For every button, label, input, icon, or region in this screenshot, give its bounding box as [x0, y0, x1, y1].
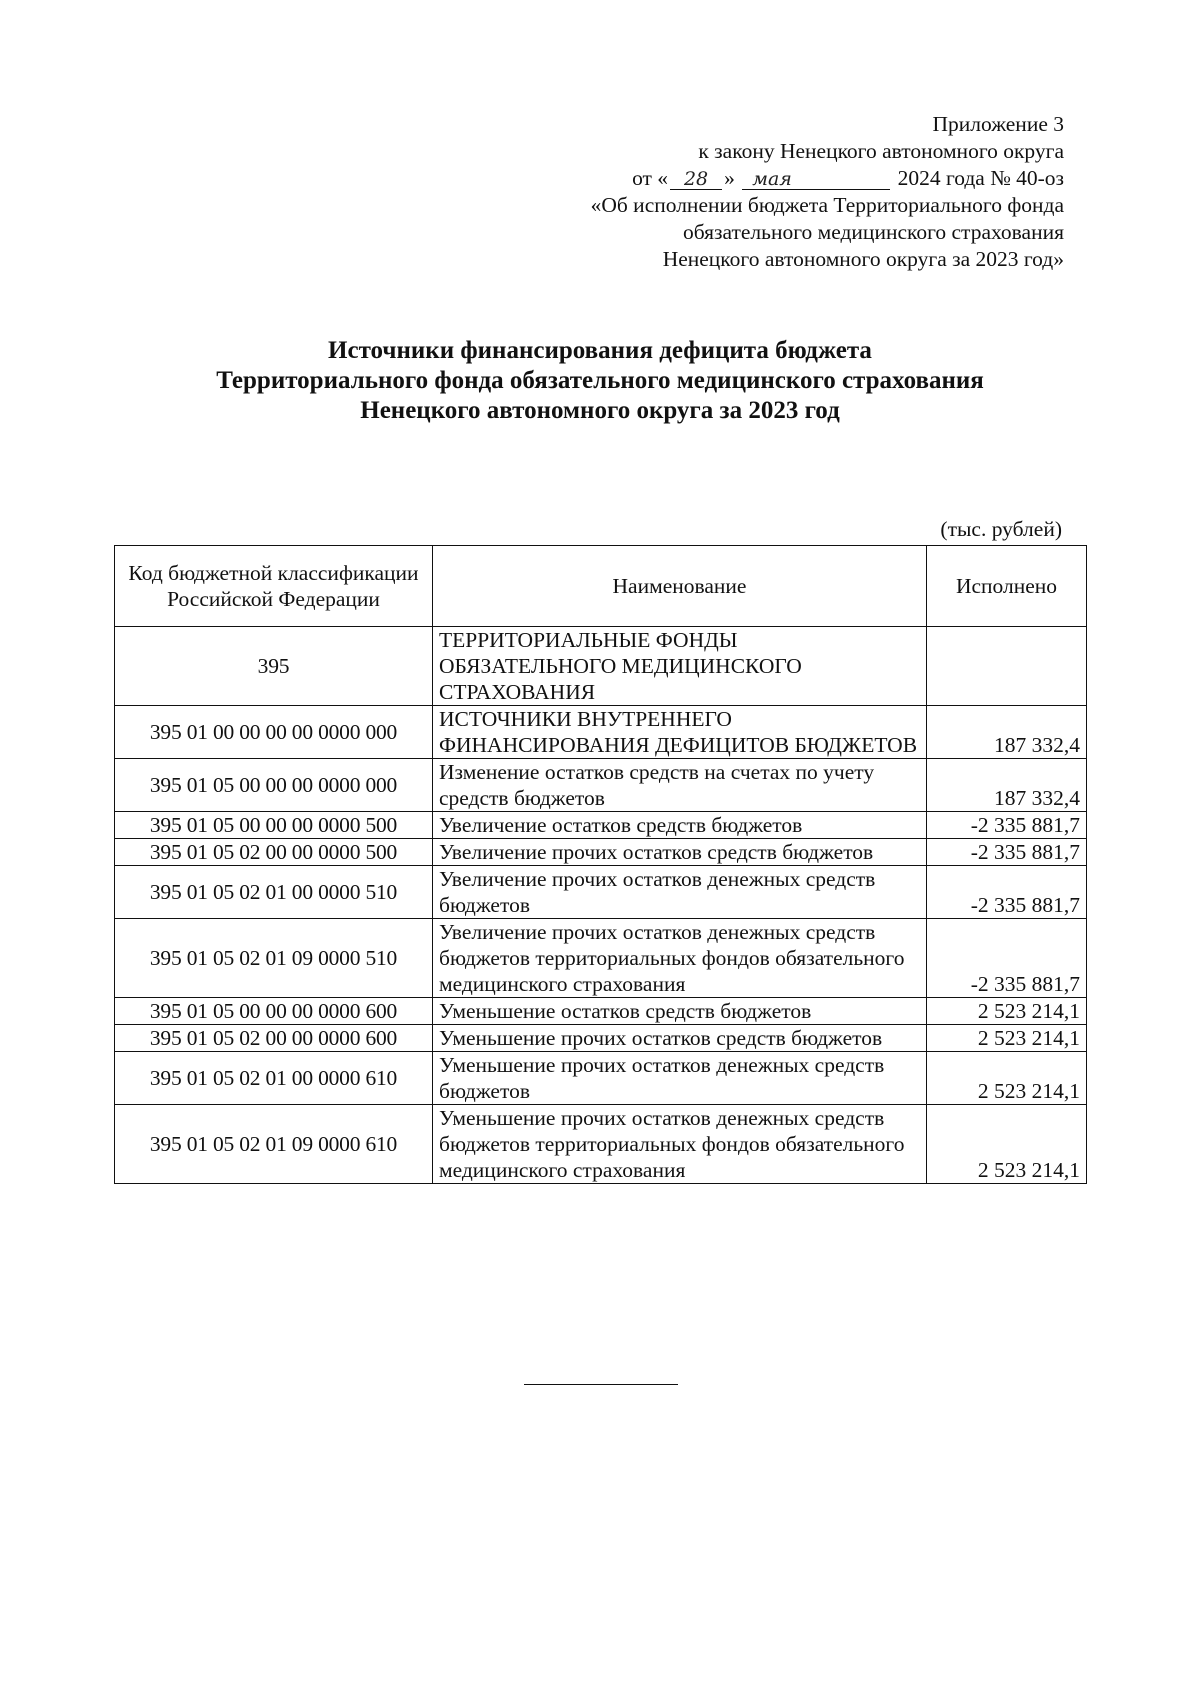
appendix-subject-line-3: Ненецкого автономного округа за 2023 год» [662, 247, 1064, 271]
row-code: 395 01 05 02 01 09 0000 510 [115, 919, 433, 998]
header-amount: Исполнено [927, 546, 1087, 627]
row-amount: 187 332,4 [927, 759, 1087, 812]
document-title [0, 336, 1200, 426]
table-row [115, 998, 1087, 1025]
row-code: 395 01 05 02 01 00 0000 510 [115, 866, 433, 919]
table-row [115, 919, 1087, 998]
row-amount: 2 523 214,1 [927, 1025, 1087, 1052]
row-name: Увеличение остатков средств бюджетов [433, 812, 927, 839]
table-row [115, 866, 1087, 919]
row-amount: 2 523 214,1 [927, 1105, 1087, 1184]
row-name: ТЕРРИТОРИАЛЬНЫЕ ФОНДЫ ОБЯЗАТЕЛЬНОГО МЕДИЦИНСКОГО СТРАХОВАНИЯ [433, 627, 927, 706]
handwritten-month: мая [742, 169, 890, 190]
row-amount: -2 335 881,7 [927, 812, 1087, 839]
appendix-subject-line-1: «Об исполнении бюджета Территориального фонда [590, 193, 1064, 217]
row-code: 395 01 05 02 00 00 0000 600 [115, 1025, 433, 1052]
title-line-1: Источники финансирования дефицита бюджета [328, 337, 872, 364]
row-code: 395 01 05 02 01 00 0000 610 [115, 1052, 433, 1105]
appendix-number: Приложение 3 [932, 112, 1064, 136]
table-row [115, 1105, 1087, 1184]
appendix-subject-line-2: обязательного медицинского страхования [682, 220, 1064, 244]
row-name: Уменьшение прочих остатков денежных средств бюджетов территориальных фондов обязательного медицинского страхования [433, 1105, 927, 1184]
table-row [115, 627, 1087, 706]
row-code: 395 01 05 00 00 00 0000 600 [115, 998, 433, 1025]
table-row [115, 706, 1087, 759]
row-name: Изменение остатков средств на счетах по учету средств бюджетов [433, 759, 927, 812]
date-prefix: от « [632, 166, 669, 190]
table-header-row [115, 546, 1087, 627]
row-amount: 187 332,4 [927, 706, 1087, 759]
unit-label: (тыс. рублей) [940, 517, 1062, 541]
date-suffix: 2024 года № 40-оз [897, 166, 1064, 190]
date-mid: » [724, 166, 735, 190]
table-row [115, 759, 1087, 812]
closing-divider [524, 1384, 678, 1385]
row-amount: -2 335 881,7 [927, 866, 1087, 919]
table-row [115, 1052, 1087, 1105]
handwritten-day: 28 [670, 169, 722, 190]
row-name: Уменьшение прочих остатков денежных средств бюджетов [433, 1052, 927, 1105]
title-line-2: Территориального фонда обязательного медицинского страхования [216, 367, 984, 394]
appendix-law-line: к закону Ненецкого автономного округа [698, 139, 1064, 163]
header-name: Наименование [433, 546, 927, 627]
row-code: 395 [115, 627, 433, 706]
budget-table [114, 545, 1087, 1184]
row-name: Увеличение прочих остатков денежных средств бюджетов [433, 866, 927, 919]
row-code: 395 01 05 00 00 00 0000 500 [115, 812, 433, 839]
row-amount: 2 523 214,1 [927, 998, 1087, 1025]
row-name: Уменьшение прочих остатков средств бюджетов [433, 1025, 927, 1052]
row-amount: -2 335 881,7 [927, 919, 1087, 998]
row-code: 395 01 05 02 00 00 0000 500 [115, 839, 433, 866]
row-name: Уменьшение остатков средств бюджетов [433, 998, 927, 1025]
row-amount: 2 523 214,1 [927, 1052, 1087, 1105]
table-row [115, 1025, 1087, 1052]
row-name: Увеличение прочих остатков денежных средств бюджетов территориальных фондов обязательного медицинского страхования [433, 919, 927, 998]
row-name: ИСТОЧНИКИ ВНУТРЕННЕГО ФИНАНСИРОВАНИЯ ДЕФИЦИТОВ БЮДЖЕТОВ [433, 706, 927, 759]
header-code: Код бюджетной классификации Российской Федерации [115, 546, 433, 627]
row-code: 395 01 05 00 00 00 0000 000 [115, 759, 433, 812]
table-row [115, 839, 1087, 866]
row-code: 395 01 00 00 00 00 0000 000 [115, 706, 433, 759]
title-line-3: Ненецкого автономного округа за 2023 год [360, 397, 840, 424]
appendix-date-line [591, 165, 1064, 192]
appendix-block [591, 111, 1064, 273]
row-code: 395 01 05 02 01 09 0000 610 [115, 1105, 433, 1184]
row-amount [927, 627, 1087, 706]
table-row [115, 812, 1087, 839]
row-amount: -2 335 881,7 [927, 839, 1087, 866]
row-name: Увеличение прочих остатков средств бюджетов [433, 839, 927, 866]
